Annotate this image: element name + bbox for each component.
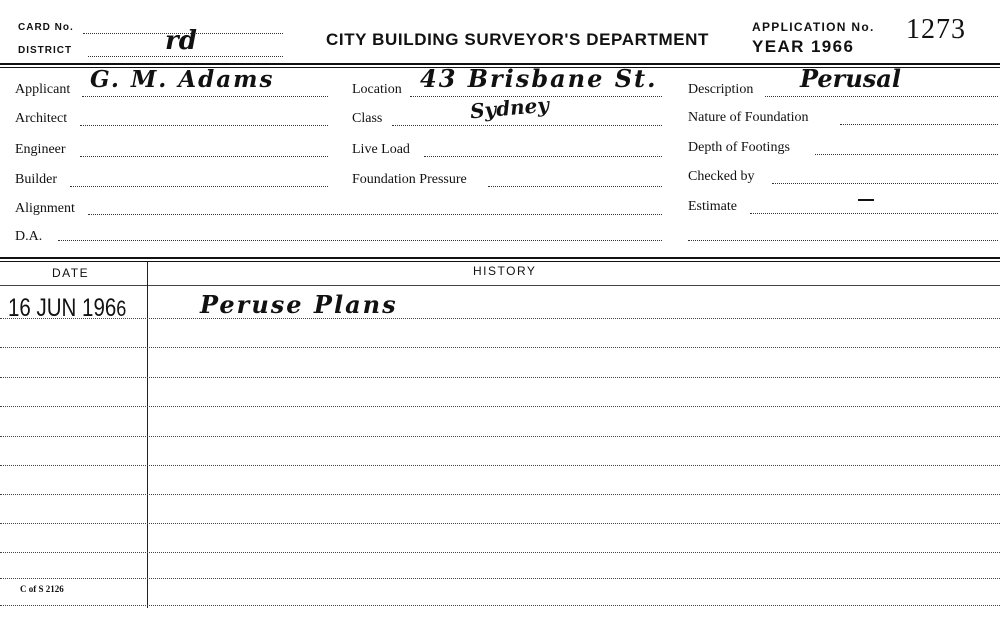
- history-row-line: [0, 552, 1000, 553]
- blank-line-col3: [688, 240, 998, 241]
- checked-by-line: [772, 183, 998, 184]
- application-number: 1273: [906, 14, 966, 45]
- engineer-line: [80, 156, 328, 157]
- date-stamp-last-digit: 6: [116, 296, 127, 321]
- applicant-value: G. M. Adams: [90, 66, 275, 93]
- applicant-line: [82, 96, 328, 97]
- date-column-divider: [147, 262, 148, 608]
- live-load-line: [424, 156, 662, 157]
- description-value: Perusal: [800, 64, 901, 93]
- alignment-label: Alignment: [15, 201, 75, 216]
- da-line: [58, 240, 662, 241]
- foundation-pressure-line: [488, 186, 662, 187]
- estimate-dash-mark: [858, 199, 874, 201]
- history-row-line: [0, 605, 1000, 606]
- department-title: CITY BUILDING SURVEYOR'S DEPARTMENT: [326, 30, 710, 49]
- district-value: rd: [165, 26, 197, 56]
- class-label: Class: [352, 111, 383, 126]
- architect-line: [80, 125, 328, 126]
- date-stamp-main: 16 JUN 196: [8, 294, 117, 322]
- alignment-line: [88, 214, 662, 215]
- description-label: Description: [688, 82, 754, 97]
- depth-of-footings-label: Depth of Footings: [688, 140, 790, 155]
- district-label: DISTRICT: [18, 45, 73, 56]
- applicant-label: Applicant: [15, 82, 71, 97]
- builder-line: [70, 186, 328, 187]
- nature-of-foundation-label: Nature of Foundation: [688, 110, 809, 125]
- foundation-pressure-label: Foundation Pressure: [352, 172, 467, 187]
- history-column-header: HISTORY: [473, 264, 537, 278]
- architect-label: Architect: [15, 111, 68, 126]
- history-header-rule: [0, 285, 1000, 286]
- nature-of-foundation-line: [840, 124, 998, 125]
- depth-of-footings-line: [815, 154, 998, 155]
- history-row-line: [0, 494, 1000, 495]
- description-line: [765, 96, 998, 97]
- history-row-line: [0, 377, 1000, 378]
- history-row-line: [0, 436, 1000, 437]
- history-row-line: [0, 578, 1000, 579]
- estimate-line: [750, 213, 998, 214]
- location-label: Location: [352, 82, 402, 97]
- location-value-line2: Sydney: [469, 92, 550, 124]
- history-row-line: [0, 318, 1000, 319]
- estimate-label: Estimate: [688, 199, 737, 214]
- history-entry-text: Peruse Plans: [200, 290, 398, 319]
- history-row-line: [0, 523, 1000, 524]
- da-label: D.A.: [15, 229, 43, 244]
- date-column-header: DATE: [52, 266, 90, 280]
- history-row-line: [0, 406, 1000, 407]
- class-line: [392, 125, 662, 126]
- year-label: YEAR 1966: [752, 37, 855, 56]
- builder-label: Builder: [15, 172, 57, 187]
- history-entry-date-stamp: [8, 294, 126, 323]
- checked-by-label: Checked by: [688, 169, 755, 184]
- location-value: 43 Brisbane St.: [420, 64, 658, 93]
- history-top-rule-thin: [0, 261, 1000, 262]
- application-no-label: APPLICATION No.: [752, 20, 875, 34]
- history-row-line: [0, 465, 1000, 466]
- form-code: C of S 2126: [20, 584, 64, 594]
- card-no-label: CARD No.: [18, 22, 74, 33]
- district-line: [88, 56, 283, 57]
- history-row-line: [0, 347, 1000, 348]
- live-load-label: Live Load: [352, 142, 410, 157]
- history-top-rule: [0, 257, 1000, 259]
- engineer-label: Engineer: [15, 142, 66, 157]
